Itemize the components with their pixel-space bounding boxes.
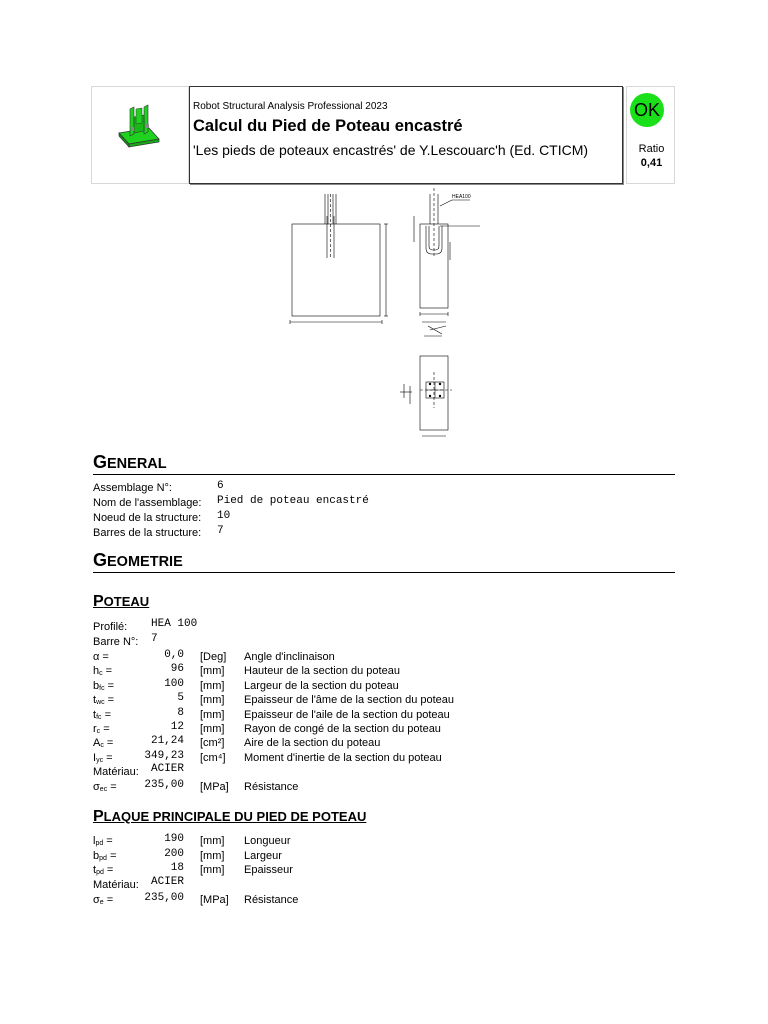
param-unit: [cm²] (200, 737, 225, 750)
general-value: Pied de poteau encastré (217, 495, 369, 507)
symbol-letter: α (93, 651, 100, 663)
param-value: 21,24 (150, 735, 184, 748)
report-header (91, 86, 675, 184)
param-symbol: $b_{fc}$ = (93, 679, 115, 692)
param-description: Epaisseur de l'âme de la section du poteau (244, 694, 455, 707)
report-title: Calcul du Pied de Poteau encastré (193, 117, 463, 135)
general-value: 7 (217, 525, 224, 537)
param-symbol: $\sigma_e$ = (93, 894, 114, 906)
symbol-subscript: pd (95, 840, 104, 847)
material-value: ACIER (151, 876, 185, 888)
param-description: Résistance (244, 894, 299, 906)
param-symbol: $t_{fc}$ = (93, 708, 111, 721)
param-description: Hauteur de la section du poteau (244, 665, 400, 678)
report-subtitle: 'Les pieds de poteaux encastrés' de Y.Lescouarc'h (Ed. CTICM) (193, 142, 589, 158)
section-poteau-heading: POTEAU (93, 593, 150, 610)
bar-value: 7 (151, 633, 158, 645)
symbol-letter: l (93, 835, 96, 847)
plaque-resistance-row (93, 894, 653, 908)
param-description: Rayon de congé de la section du poteau (244, 723, 441, 735)
material-label: Matériau: (93, 879, 139, 891)
ratio-label: Ratio (638, 143, 665, 155)
symbol-subscript: pd (96, 869, 104, 876)
symbol-subscript: pd (99, 854, 107, 862)
param-symbol: $l_{pd}$ = (93, 835, 113, 847)
param-description: Résistance (244, 781, 299, 793)
param-unit: [cm⁴] (200, 751, 226, 764)
symbol-subscript: c (96, 728, 101, 735)
param-value: 190 (164, 833, 184, 845)
param-unit: [mm] (200, 679, 225, 692)
param-symbol: $h_c$ = (93, 665, 113, 678)
status-cell (626, 86, 675, 184)
general-value: 6 (217, 480, 224, 492)
profile-callout: HEA100 (452, 194, 471, 200)
param-unit: [mm] (200, 723, 225, 735)
symbol-letter: t (93, 708, 97, 721)
symbol-subscript: c (99, 670, 103, 678)
general-row (93, 527, 653, 541)
param-value: 18 (170, 862, 184, 874)
param-value: 96 (170, 663, 184, 676)
poteau-material-row (93, 763, 653, 780)
symbol-subscript: yc (96, 756, 104, 764)
general-row (93, 497, 653, 511)
logo-cell (91, 86, 189, 184)
param-description: Moment d'inertie de la section du poteau (244, 751, 442, 764)
side-plate (420, 224, 448, 308)
plaque-material-row (93, 876, 653, 893)
param-unit: [mm] (200, 708, 225, 721)
section-geometrie-heading: GEOMETRIE (93, 550, 675, 573)
param-value: 235,00 (144, 892, 184, 904)
profile-value: HEA 100 (151, 618, 198, 630)
symbol-subscript: c (100, 742, 104, 750)
bar-label: Barre N°: (93, 636, 139, 648)
param-unit: [mm] (200, 694, 225, 707)
profile-row (93, 618, 653, 635)
general-row (93, 482, 653, 496)
symbol-letter: b (93, 849, 100, 862)
general-value: 10 (217, 510, 231, 522)
param-description: Largeur (244, 849, 282, 862)
param-value: 12 (170, 721, 184, 733)
symbol-subscript: wc (96, 699, 105, 707)
param-symbol: $\sigma_{ec}$ = (93, 781, 117, 793)
symbol-subscript: fc (99, 684, 105, 692)
symbol-letter: A (93, 737, 101, 750)
material-label: Matériau: (93, 766, 139, 778)
title-block (189, 86, 623, 184)
param-symbol: $I_{yc}$ = (93, 751, 113, 764)
param-value: 235,00 (144, 779, 184, 791)
param-symbol: $b_{pd}$ = (93, 849, 117, 862)
param-symbol: α = (93, 651, 109, 663)
param-symbol: $t_{pd}$ = (93, 864, 114, 876)
general-row (93, 512, 653, 526)
app-name: Robot Structural Analysis Professional 2023 (193, 101, 388, 112)
param-description: Angle d'inclinaison (244, 651, 335, 663)
profile-label: Profilé: (93, 621, 128, 633)
general-label: Noeud de la structure: (93, 512, 202, 524)
poteau-resistance-row (93, 781, 653, 795)
symbol-subscript: ec (99, 786, 108, 793)
param-value: 349,23 (144, 749, 184, 762)
param-unit: [mm] (200, 849, 225, 862)
front-plate (292, 224, 380, 316)
param-description: Aire de la section du poteau (244, 737, 381, 750)
symbol-letter: b (93, 679, 100, 692)
param-symbol: $t_{wc}$ = (93, 694, 115, 707)
symbol-letter: t (93, 864, 97, 876)
general-label: Assemblage N°: (93, 482, 172, 494)
technical-drawing (280, 186, 490, 440)
symbol-letter: r (93, 723, 97, 735)
param-unit: [mm] (200, 864, 225, 876)
param-unit: [MPa] (200, 781, 229, 793)
section-general-heading: GENERAL (93, 452, 675, 475)
material-value: ACIER (151, 763, 185, 775)
symbol-letter: t (93, 694, 97, 707)
param-value: 0,0 (164, 649, 184, 661)
param-value: 5 (177, 692, 184, 705)
param-description: Largeur de la section du poteau (244, 679, 399, 692)
ratio-value: 0,41 (640, 157, 663, 169)
param-value: 100 (164, 677, 184, 690)
param-value: 8 (177, 706, 184, 719)
param-unit: [mm] (200, 665, 225, 678)
symbol-letter: σ (93, 781, 100, 793)
param-unit: [mm] (200, 835, 225, 847)
param-unit: [Deg] (200, 651, 227, 663)
bar-row (93, 633, 653, 650)
symbol-subscript: e (99, 899, 104, 906)
symbol-letter: h (93, 665, 100, 678)
symbol-letter: I (93, 751, 97, 764)
param-description: Epaisseur de l'aile de la section du poteau (244, 708, 450, 721)
param-description: Longueur (244, 835, 291, 847)
param-symbol: $A_c$ = (93, 737, 114, 750)
section-plaque-heading: PLAQUE PRINCIPALE DU PIED DE POTEAU (93, 808, 367, 825)
param-description: Epaisseur (244, 864, 293, 876)
status-badge: OK (630, 93, 664, 127)
param-unit: [MPa] (200, 894, 229, 906)
symbol-letter: σ (93, 894, 100, 906)
general-label: Barres de la structure: (93, 527, 202, 539)
param-symbol: $r_c$ = (93, 723, 110, 735)
general-label: Nom de l'assemblage: (93, 497, 202, 509)
column-base-icon (92, 87, 188, 183)
symbol-subscript: fc (96, 713, 102, 721)
param-value: 200 (164, 847, 184, 860)
